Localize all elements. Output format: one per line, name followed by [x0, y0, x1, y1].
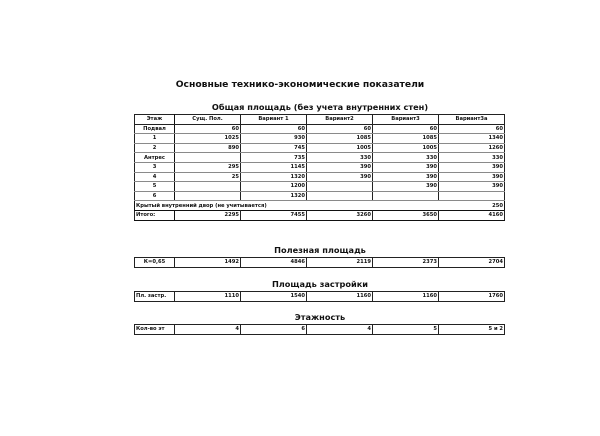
total-cell: 7455: [241, 210, 307, 220]
cell: 1260: [439, 143, 505, 153]
cell: 1320: [241, 172, 307, 182]
row-label: К=0,65: [135, 258, 175, 268]
cell: 1145: [241, 162, 307, 172]
cell: [439, 191, 505, 201]
cell: 1160: [307, 292, 373, 302]
cell: 1340: [439, 134, 505, 144]
cell: [175, 153, 241, 163]
cell: 735: [241, 153, 307, 163]
cell: [373, 191, 439, 201]
cell: 330: [439, 153, 505, 163]
cell: 2704: [439, 258, 505, 268]
cell: 390: [439, 162, 505, 172]
row-label: Кол-во эт: [135, 325, 175, 335]
cell: 4846: [241, 258, 307, 268]
table-row: [135, 182, 505, 192]
table-row: [135, 258, 505, 268]
cell: 1005: [307, 143, 373, 153]
cell: 4: [175, 325, 241, 335]
table-header-row: [135, 115, 505, 125]
cell: 60: [175, 124, 241, 134]
floors-title: Этажность: [294, 312, 346, 322]
cell: [307, 191, 373, 201]
cell: 1085: [373, 134, 439, 144]
total-cell: 2295: [175, 210, 241, 220]
table-row: [135, 153, 505, 163]
header-existing: Сущ. Пол.: [175, 115, 241, 125]
useful-area-table: [134, 257, 505, 268]
cell: 390: [307, 172, 373, 182]
row-label: Подвал: [135, 124, 175, 134]
header-floor: Этаж: [135, 115, 175, 125]
total-area-table: [134, 114, 505, 221]
document-title: Основные технико-экономические показатели: [175, 79, 425, 90]
cell: 2373: [373, 258, 439, 268]
total-cell: 3650: [373, 210, 439, 220]
cell: 1110: [175, 292, 241, 302]
cell: 930: [241, 134, 307, 144]
cell: 60: [307, 124, 373, 134]
row-label: Пл. застр.: [135, 292, 175, 302]
table-row: [135, 191, 505, 201]
cell: 330: [307, 153, 373, 163]
cell: 5 и 2: [439, 325, 505, 335]
row-label: 6: [135, 191, 175, 201]
table-row: [135, 325, 505, 335]
total-area-title: Общая площадь (без учета внутренних стен): [211, 102, 429, 112]
cell: 60: [373, 124, 439, 134]
header-variant-1: Вариант 1: [241, 115, 307, 125]
cell: 330: [373, 153, 439, 163]
row-label: 4: [135, 172, 175, 182]
cell: 60: [439, 124, 505, 134]
table-row: [135, 292, 505, 302]
cell: 4: [307, 325, 373, 335]
cell: [175, 182, 241, 192]
cell: 390: [439, 172, 505, 182]
cell: 1005: [373, 143, 439, 153]
row-label: 1: [135, 134, 175, 144]
built-area-title: Площадь застройки: [271, 279, 369, 289]
cell: 745: [241, 143, 307, 153]
row-label: 5: [135, 182, 175, 192]
total-cell: 3260: [307, 210, 373, 220]
cell: [175, 191, 241, 201]
floors-table: [134, 324, 505, 335]
table-row: [135, 134, 505, 144]
header-variant-3: Вариант3: [373, 115, 439, 125]
table-row: [135, 143, 505, 153]
cell: 60: [241, 124, 307, 134]
courtyard-note-label: Крытый внутренний двор (не учитывается): [135, 201, 439, 211]
cell: 1320: [241, 191, 307, 201]
cell: 1025: [175, 134, 241, 144]
cell: 1540: [241, 292, 307, 302]
table-row: [135, 162, 505, 172]
courtyard-note-row: [135, 201, 505, 211]
row-label: Антрес: [135, 153, 175, 163]
total-row: [135, 210, 505, 220]
cell: 1760: [439, 292, 505, 302]
cell: 1200: [241, 182, 307, 192]
row-label: 2: [135, 143, 175, 153]
courtyard-note-value: 250: [439, 201, 505, 211]
cell: 1492: [175, 258, 241, 268]
cell: 1085: [307, 134, 373, 144]
cell: 1160: [373, 292, 439, 302]
cell: 5: [373, 325, 439, 335]
table-row: [135, 124, 505, 134]
cell: [307, 182, 373, 192]
total-label: Итого:: [135, 210, 175, 220]
cell: 390: [373, 162, 439, 172]
cell: 25: [175, 172, 241, 182]
cell: 390: [307, 162, 373, 172]
cell: 890: [175, 143, 241, 153]
cell: 390: [373, 182, 439, 192]
cell: 390: [373, 172, 439, 182]
header-variant-2: Вариант2: [307, 115, 373, 125]
row-label: 3: [135, 162, 175, 172]
cell: 6: [241, 325, 307, 335]
built-area-table: [134, 291, 505, 302]
table-row: [135, 172, 505, 182]
header-variant-3a: Вариант3а: [439, 115, 505, 125]
cell: 2119: [307, 258, 373, 268]
cell: 390: [439, 182, 505, 192]
total-cell: 4160: [439, 210, 505, 220]
useful-area-title: Полезная площадь: [274, 245, 366, 255]
cell: 295: [175, 162, 241, 172]
